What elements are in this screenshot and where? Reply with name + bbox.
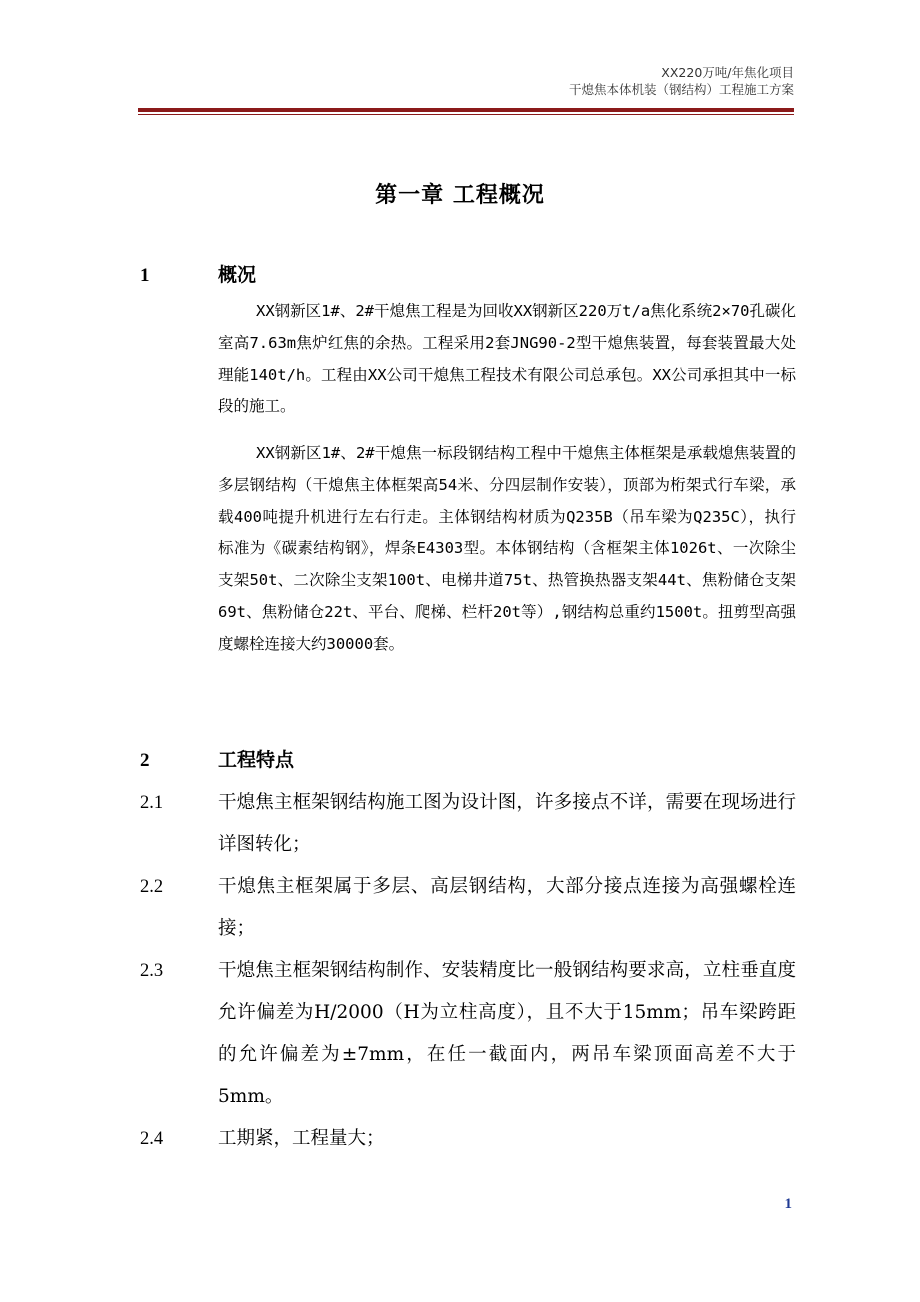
item-text: 干熄焦主框架钢结构施工图为设计图，许多接点不详，需要在现场进行详图转化； xyxy=(218,792,796,855)
item-number: 2.4 xyxy=(140,1129,164,1149)
header-rule-thin xyxy=(138,114,794,115)
page-number: 1 xyxy=(784,1196,792,1212)
section-title: 概况 xyxy=(218,264,257,286)
body-paragraph-1: XX钢新区1#、2#干熄焦工程是为回收XX钢新区220万t/a焦化系统2×70孔碳化室高7.63m焦炉红焦的余热。工程采用2套JNG90-2型干熄焦装置，每套装置最大处理能140t/h。工程由XX公司干熄焦工程技术有限公司总承包。XX公司承担其中一标段的施工。 xyxy=(218,302,796,416)
item-text: 干熄焦主框架钢结构制作、安装精度比一般钢结构要求高，立柱垂直度允许偏差为H/2000（H为立柱高度），且不大于15mm；吊车梁跨距的允许偏差为±7mm，在任一截面内，两吊车梁顶面高差不大于5mm。 xyxy=(218,960,796,1107)
item-number: 2.3 xyxy=(140,961,164,981)
body-paragraph-2: XX钢新区1#、2#干熄焦一标段钢结构工程中干熄焦主体框架是承载熄焦装置的多层钢结构（干熄焦主体框架高54米、分四层制作安装），顶部为桁架式行车梁，承载400吨提升机进行左右行走。主体钢结构材质为Q235B（吊车梁为Q235C），执行标准为《碳素结构钢》，焊条E4303型。本体钢结构（含框架主体1026t、一次除尘支架50t、二次除尘支架100t、电梯井道75t、热管换热器支架44t、焦粉储仓支架69t、焦粉储仓22t、平台、爬梯、栏杆20t等）,钢结构总重约1500t。扭剪型高强度螺栓连接大约30000套。 xyxy=(218,444,796,653)
feature-item xyxy=(140,1118,796,1160)
header-rule xyxy=(138,108,794,115)
page-header xyxy=(569,64,794,98)
section-heading-2 xyxy=(140,745,294,772)
header-rule-thick xyxy=(138,108,794,112)
header-project-name: XX220万吨/年焦化项目 xyxy=(661,65,794,80)
feature-item xyxy=(140,782,796,866)
item-text: 工期紧，工程量大； xyxy=(218,1128,385,1149)
section-number: 1 xyxy=(140,265,150,286)
header-document-title: 干熄焦本体机装（钢结构）工程施工方案 xyxy=(568,82,794,97)
section-number: 2 xyxy=(140,750,150,771)
section-title: 工程特点 xyxy=(218,749,295,771)
item-number: 2.2 xyxy=(140,877,164,897)
chapter-title: 第一章 工程概况 xyxy=(375,183,545,208)
feature-item xyxy=(140,866,796,950)
feature-item xyxy=(140,950,796,1118)
item-text: 干熄焦主框架属于多层、高层钢结构，大部分接点连接为高强螺栓连接； xyxy=(218,876,796,939)
section-heading-1 xyxy=(140,260,256,287)
item-number: 2.1 xyxy=(140,793,164,813)
